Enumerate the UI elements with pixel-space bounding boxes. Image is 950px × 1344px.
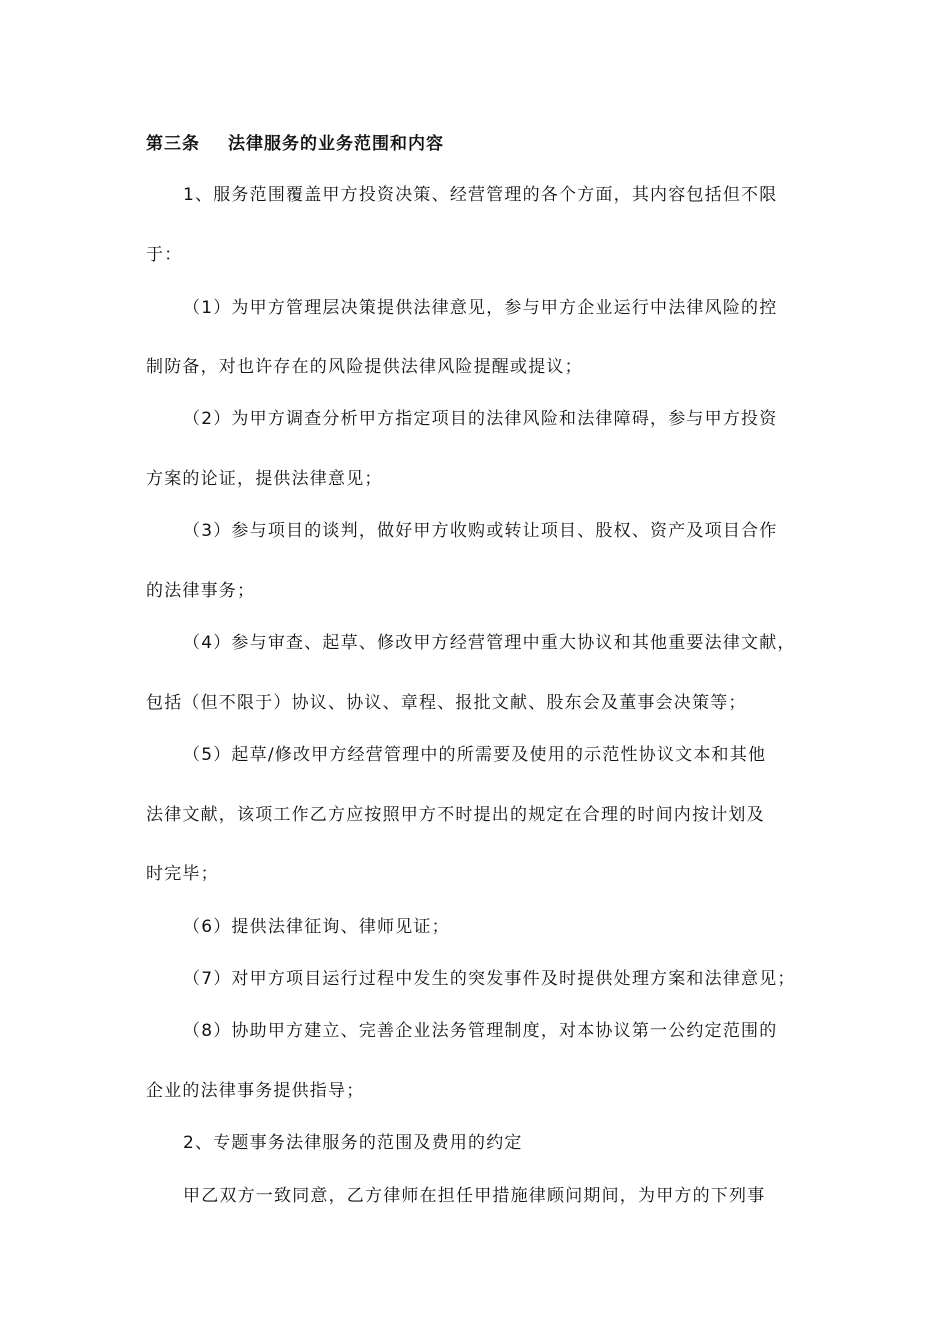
article-heading [146,132,444,156]
paragraph-line: （7）对甲方项目运行过程中发生的突发事件及时提供处理方案和法律意见； [183,969,796,989]
paragraph-line: （6）提供法律征询、律师见证； [183,917,450,937]
paragraph-line: 于： [146,245,183,265]
paragraph-line: 包括（但不限于）协议、协议、章程、报批文献、股东会及董事会决策等； [146,693,747,713]
paragraph-line: （8）协助甲方建立、完善企业法务管理制度，对本协议第一公约定范围的 [183,1021,778,1041]
paragraph-line: 企业的法律事务提供指导； [146,1081,365,1101]
paragraph-line: （5）起草/修改甲方经营管理中的所需要及使用的示范性协议文本和其他 [183,745,767,765]
paragraph-line: 1、服务范围覆盖甲方投资决策、经营管理的各个方面，其内容包括但不限 [183,185,778,205]
paragraph-line: （4）参与审查、起草、修改甲方经营管理中重大协议和其他重要法律文献， [183,633,796,653]
paragraph-line: 法律文献，该项工作乙方应按照甲方不时提出的规定在合理的时间内按计划及 [146,805,765,825]
article-title: 法律服务的业务范围和内容 [228,134,444,154]
section-line: 2、专题事务法律服务的范围及费用的约定 [183,1133,523,1153]
paragraph-line: 的法律事务； [146,581,256,601]
paragraph-line: （2）为甲方调查分析甲方指定项目的法律风险和法律障碍，参与甲方投资 [183,409,778,429]
paragraph-line: （1）为甲方管理层决策提供法律意见，参与甲方企业运行中法律风险的控 [183,298,778,318]
paragraph-line: 甲乙双方一致同意，乙方律师在担任甲措施律顾问期间，为甲方的下列事 [183,1186,766,1206]
article-number: 第三条 [146,134,200,154]
paragraph-line: （3）参与项目的谈判，做好甲方收购或转让项目、股权、资产及项目合作 [183,521,778,541]
paragraph-line: 时完毕； [146,864,219,884]
paragraph-line: 方案的论证，提供法律意见； [146,469,383,489]
paragraph-line: 制防备，对也许存在的风险提供法律风险提醒或提议； [146,357,583,377]
